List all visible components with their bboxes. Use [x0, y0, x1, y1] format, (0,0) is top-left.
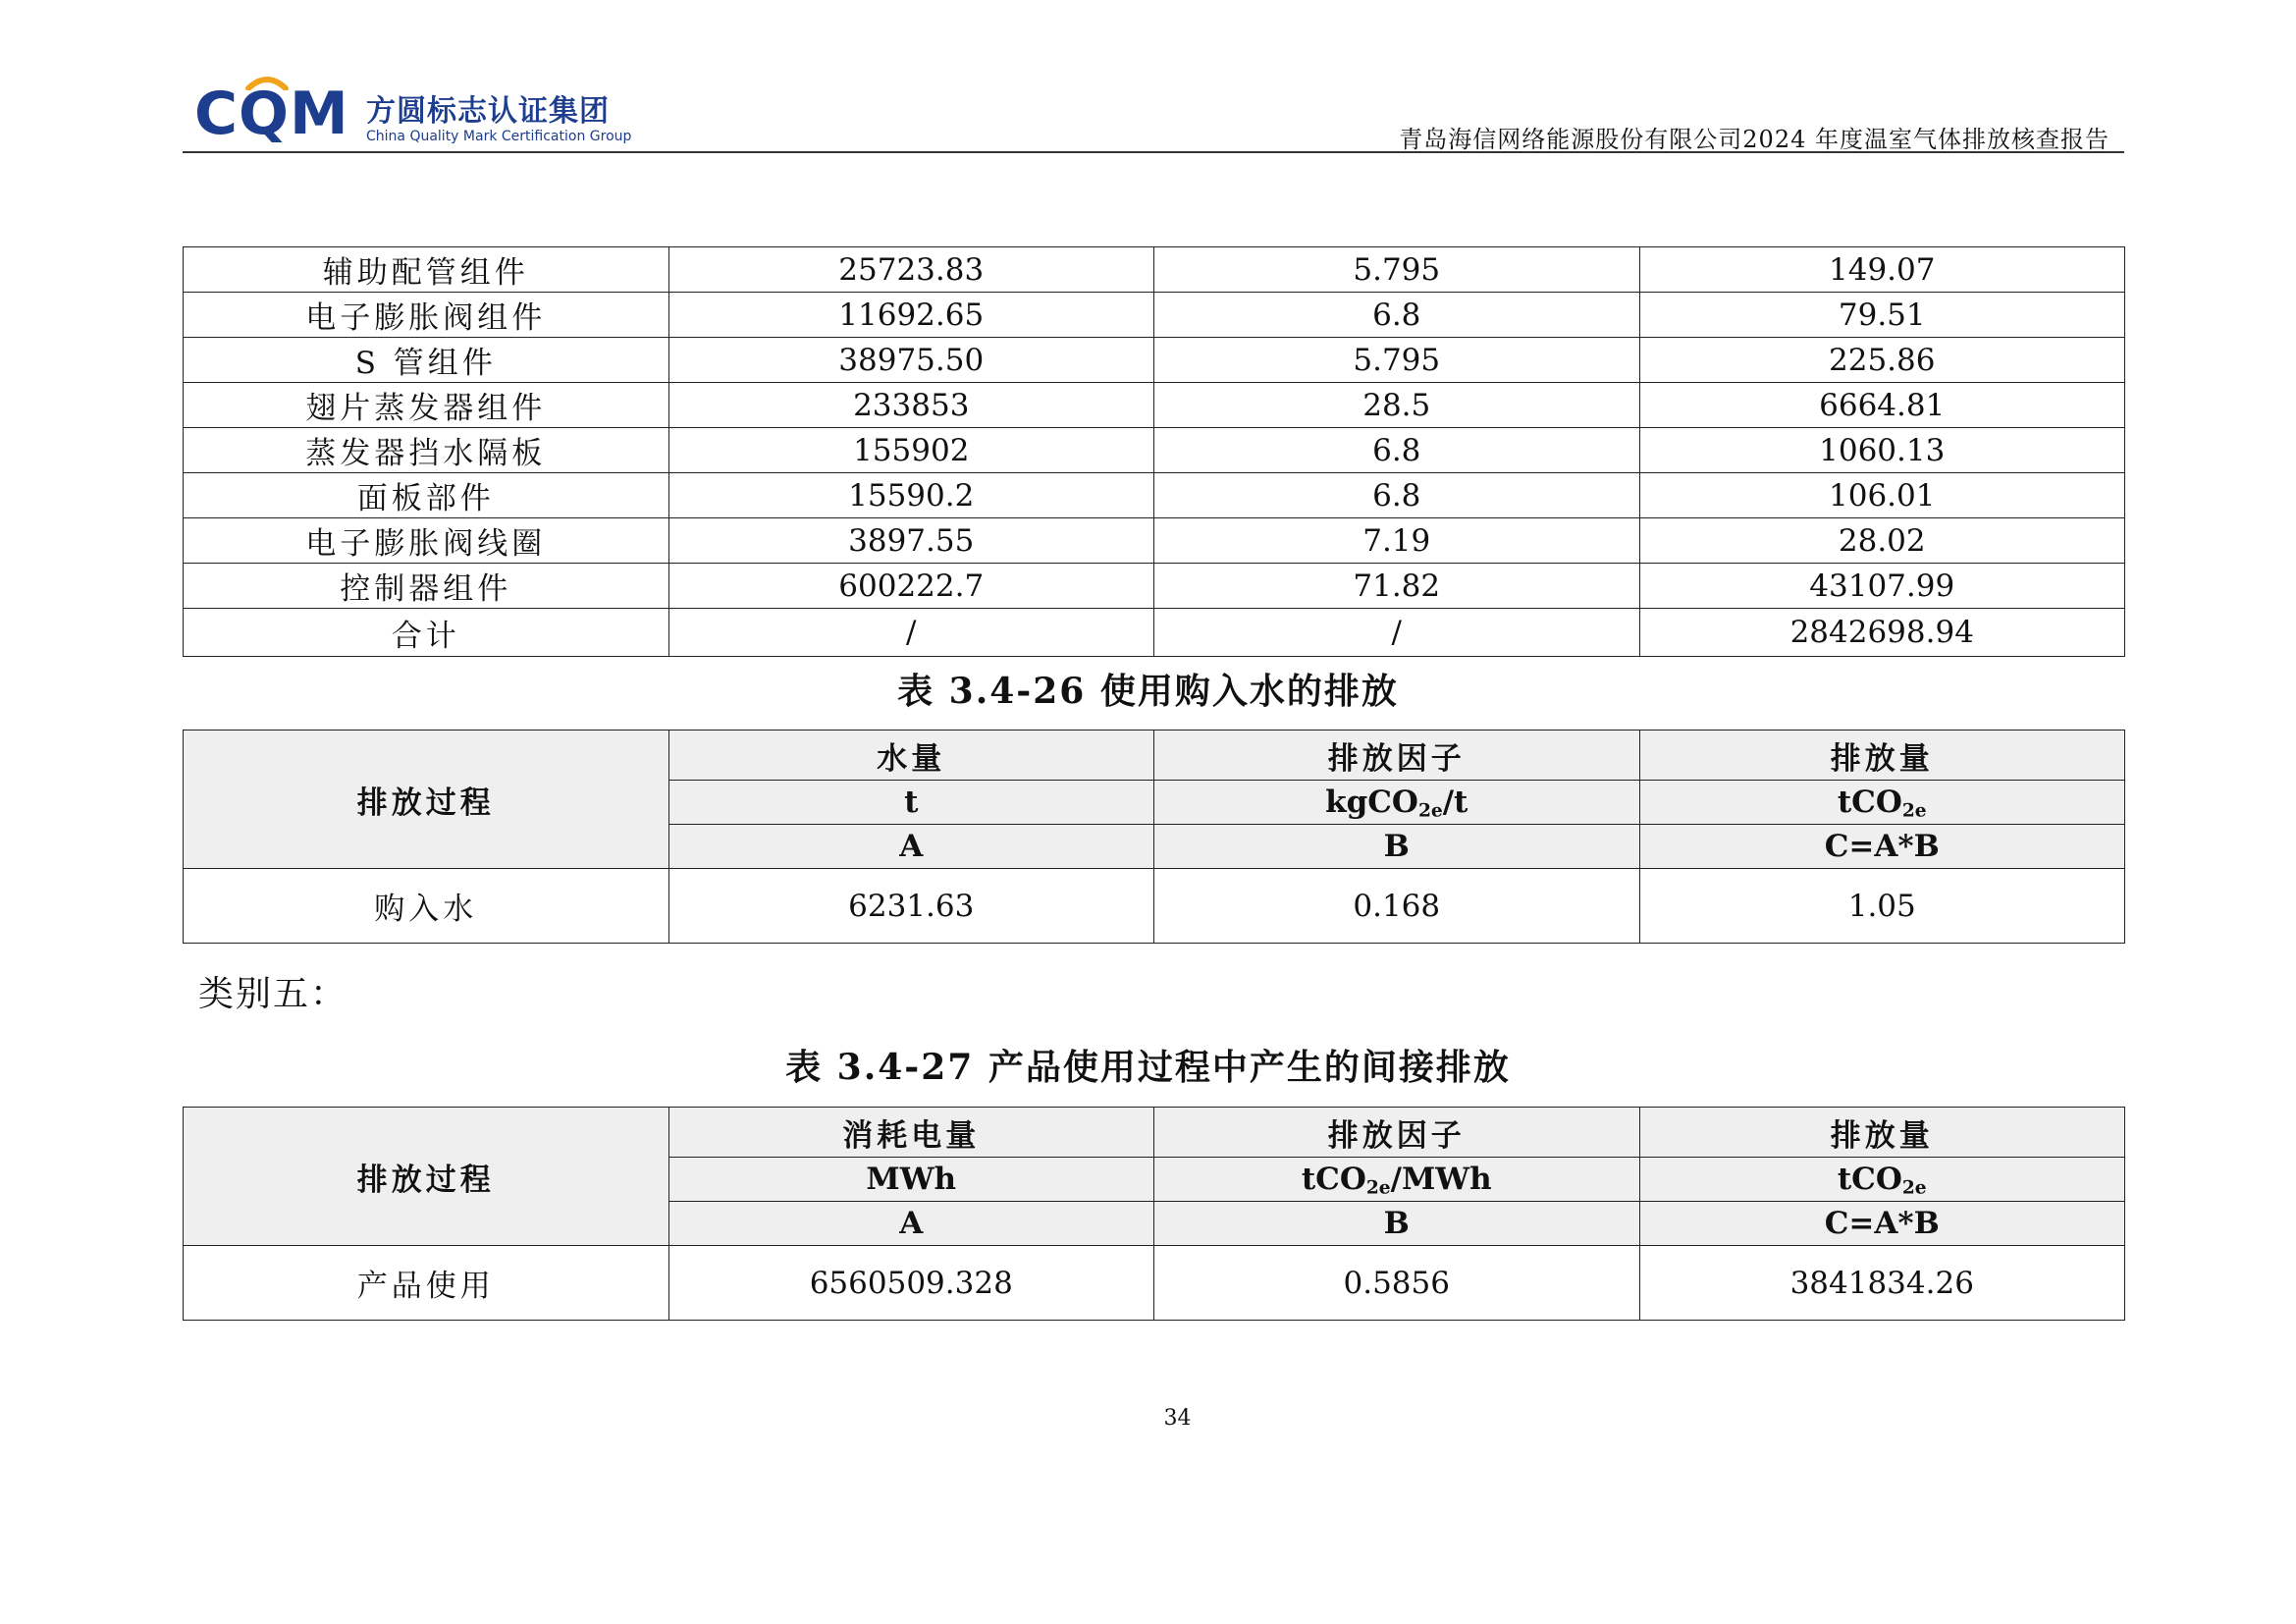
symbol-cell: C=A*B [1639, 1202, 2125, 1246]
value-cell: 2842698.94 [1639, 609, 2125, 657]
item-name-cell: 控制器组件 [184, 564, 669, 609]
value-cell: 600222.7 [668, 564, 1154, 609]
item-name-cell: 电子膨胀阀线圈 [184, 518, 669, 564]
table-row [184, 293, 2125, 338]
value-cell: 106.01 [1639, 473, 2125, 518]
item-name-cell: 电子膨胀阀组件 [184, 293, 669, 338]
table-row [184, 383, 2125, 428]
cqm-logo [194, 75, 632, 149]
unit-cell: kgCO$_{2e}$/t [1154, 781, 1640, 825]
logo-en-name: China Quality Mark Certification Group [366, 129, 632, 144]
value-cell: 0.168 [1154, 869, 1640, 944]
report-title: 青岛海信网络能源股份有限公司2024 年度温室气体排放核查报告 [1399, 126, 2109, 153]
value-cell: 43107.99 [1639, 564, 2125, 609]
symbol-cell: A [668, 825, 1154, 869]
value-cell: 6231.63 [668, 869, 1154, 944]
value-cell: 28.02 [1639, 518, 2125, 564]
item-name-cell: 面板部件 [184, 473, 669, 518]
table-26-caption: 表 3.4-26 使用购入水的排放 [897, 671, 1399, 712]
logo-mark-text: CQM [194, 80, 349, 148]
value-cell: 11692.65 [668, 293, 1154, 338]
value-cell: 25723.83 [668, 247, 1154, 293]
symbol-cell: A [668, 1202, 1154, 1246]
value-cell: 233853 [668, 383, 1154, 428]
value-cell: 6664.81 [1639, 383, 2125, 428]
table-header-row [184, 1108, 2125, 1158]
table-row [184, 338, 2125, 383]
emission-table-continued [183, 246, 2125, 657]
value-cell: 155902 [668, 428, 1154, 473]
value-cell: 1060.13 [1639, 428, 2125, 473]
header-emission-amount: 排放量 [1639, 731, 2125, 781]
header-emission-factor: 排放因子 [1154, 1108, 1640, 1158]
value-cell: 6.8 [1154, 293, 1640, 338]
table-row [184, 869, 2125, 944]
unit-cell: t [668, 781, 1154, 825]
logo-cn-name: 方圆标志认证集团 [366, 94, 610, 129]
header-divider [183, 151, 2124, 153]
table-row [184, 473, 2125, 518]
header-power-consumption: 消耗电量 [668, 1108, 1154, 1158]
header-emission-amount: 排放量 [1639, 1108, 2125, 1158]
unit-cell: MWh [668, 1158, 1154, 1202]
page-number: 34 [1163, 1406, 1192, 1431]
header-water-amount: 水量 [668, 731, 1154, 781]
symbol-cell: B [1154, 825, 1640, 869]
process-header: 排放过程 [184, 1108, 669, 1246]
item-name-cell: 翅片蒸发器组件 [184, 383, 669, 428]
header-emission-factor: 排放因子 [1154, 731, 1640, 781]
value-cell: 3897.55 [668, 518, 1154, 564]
process-cell: 产品使用 [184, 1246, 669, 1321]
value-cell: 225.86 [1639, 338, 2125, 383]
value-cell: 3841834.26 [1639, 1246, 2125, 1321]
value-cell: 0.5856 [1154, 1246, 1640, 1321]
table-row [184, 564, 2125, 609]
table-row [184, 609, 2125, 657]
value-cell: 5.795 [1154, 247, 1640, 293]
unit-cell: tCO$_{2e}$ [1639, 1158, 2125, 1202]
category-heading: 类别五： [198, 974, 348, 1014]
table-row [184, 1246, 2125, 1321]
value-cell: 79.51 [1639, 293, 2125, 338]
value-cell: 28.5 [1154, 383, 1640, 428]
table-27-product-use [183, 1107, 2125, 1321]
table-row [184, 518, 2125, 564]
symbol-cell: B [1154, 1202, 1640, 1246]
item-name-cell: S 管组件 [184, 338, 669, 383]
value-cell: / [668, 609, 1154, 657]
process-header: 排放过程 [184, 731, 669, 869]
value-cell: 7.19 [1154, 518, 1640, 564]
value-cell: 71.82 [1154, 564, 1640, 609]
item-name-cell: 合计 [184, 609, 669, 657]
process-cell: 购入水 [184, 869, 669, 944]
value-cell: 6.8 [1154, 428, 1640, 473]
value-cell: 38975.50 [668, 338, 1154, 383]
unit-cell: tCO$_{2e}$/MWh [1154, 1158, 1640, 1202]
value-cell: 6.8 [1154, 473, 1640, 518]
table-header-row [184, 731, 2125, 781]
value-cell: 15590.2 [668, 473, 1154, 518]
table-27-caption: 表 3.4-27 产品使用过程中产生的间接排放 [785, 1047, 1511, 1088]
symbol-cell: C=A*B [1639, 825, 2125, 869]
item-name-cell: 蒸发器挡水隔板 [184, 428, 669, 473]
value-cell: 1.05 [1639, 869, 2125, 944]
value-cell: 6560509.328 [668, 1246, 1154, 1321]
value-cell: / [1154, 609, 1640, 657]
table-26-purchased-water [183, 730, 2125, 944]
table-row [184, 247, 2125, 293]
item-name-cell: 辅助配管组件 [184, 247, 669, 293]
value-cell: 149.07 [1639, 247, 2125, 293]
table-row [184, 428, 2125, 473]
unit-cell: tCO$_{2e}$ [1639, 781, 2125, 825]
value-cell: 5.795 [1154, 338, 1640, 383]
